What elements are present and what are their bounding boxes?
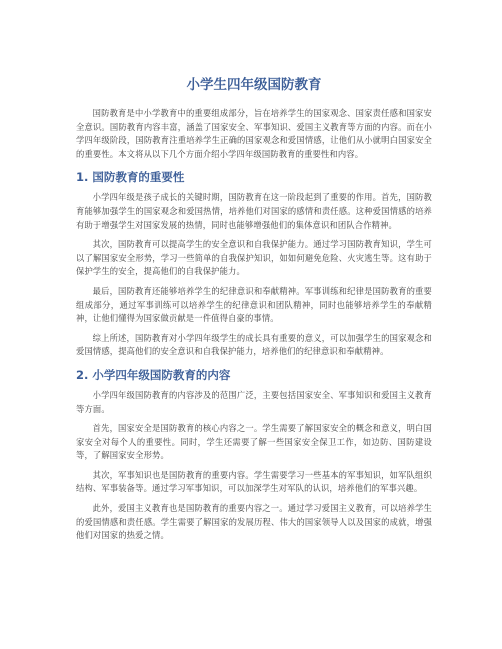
section-1-paragraph-3: 最后，国防教育还能够培养学生的纪律意识和奉献精神。军事训练和纪律是国防教育的重要组成部分，通过军事训练可以培养学生的纪律意识和团队精神，同时也能够培养学生的奉献精神，让他们懂得为国家做贡献是一件值得自豪的事情。 xyxy=(76,285,432,324)
section-1-paragraph-2: 其次，国防教育可以提高学生的安全意识和自我保护能力。通过学习国防教育知识，学生可以了解国家安全形势，学习一些简单的自我保护知识，如如何避免危险、火灾逃生等。这有助于保护学生的安全，提高他们的自我保护能力。 xyxy=(76,239,432,277)
section-1-paragraph-4: 综上所述，国防教育对小学四年级学生的成长具有重要的意义，可以加强学生的国家观念和爱国情感，提高他们的安全意识和自我保护能力，培养他们的纪律意识和奉献精神。 xyxy=(76,332,432,357)
section-2-paragraph-1: 小学四年级国防教育的内容涉及的范围广泛，主要包括国家安全、军事知识和爱国主义教育等方面。 xyxy=(76,389,432,414)
section-1-paragraph-1: 小学四年级是孩子成长的关键时期，国防教育在这一阶段起到了重要的作用。首先，国防教育能够加强学生的国家观念和爱国热情，培养他们对国家的感情和责任感。这种爱国情感的培养有助于增强学生对国家发展的热情，同时也能够增强他们的集体意识和团队合作精神。 xyxy=(76,192,432,230)
document-title: 小学生四年级国防教育 xyxy=(186,77,322,93)
intro-paragraph: 国防教育是中小学教育中的重要组成部分，旨在培养学生的国家观念、国家责任感和国家安全意识。国防教育内容丰富，涵盖了国家安全、军事知识、爱国主义教育等方面的内容。而在小学四年级阶段，国防教育注重培养学生正确的国家观念和爱国情感，让他们从小就明白国家安全的重要性。本文将从以下几个方面介绍小学四年级国防教育的重要性和内容。 xyxy=(76,108,432,159)
section-2-paragraph-4: 此外，爱国主义教育也是国防教育的重要内容之一。通过学习爱国主义教育，可以培养学生的爱国情感和责任感。学生需要了解国家的发展历程、伟大的国家领导人以及国家的成就，增强他们对国家的热爱之情。 xyxy=(76,503,432,541)
section-1-heading: 1. 国防教育的重要性 xyxy=(76,170,185,185)
section-2-paragraph-2: 首先，国家安全是国防教育的核心内容之一。学生需要了解国家安全的概念和意义，明白国家安全对每个人的重要性。同时，学生还需要了解一些国家安全保卫工作，如边防、国防建设等，了解国家安全形势。 xyxy=(76,423,432,461)
section-2-paragraph-3: 其次，军事知识也是国防教育的重要内容。学生需要学习一些基本的军事知识，如军队组织结构、军事装备等。通过学习军事知识，可以加深学生对军队的认识，培养他们的军事兴趣。 xyxy=(76,469,432,494)
section-2-heading: 2. 小学四年级国防教育的内容 xyxy=(76,367,231,382)
